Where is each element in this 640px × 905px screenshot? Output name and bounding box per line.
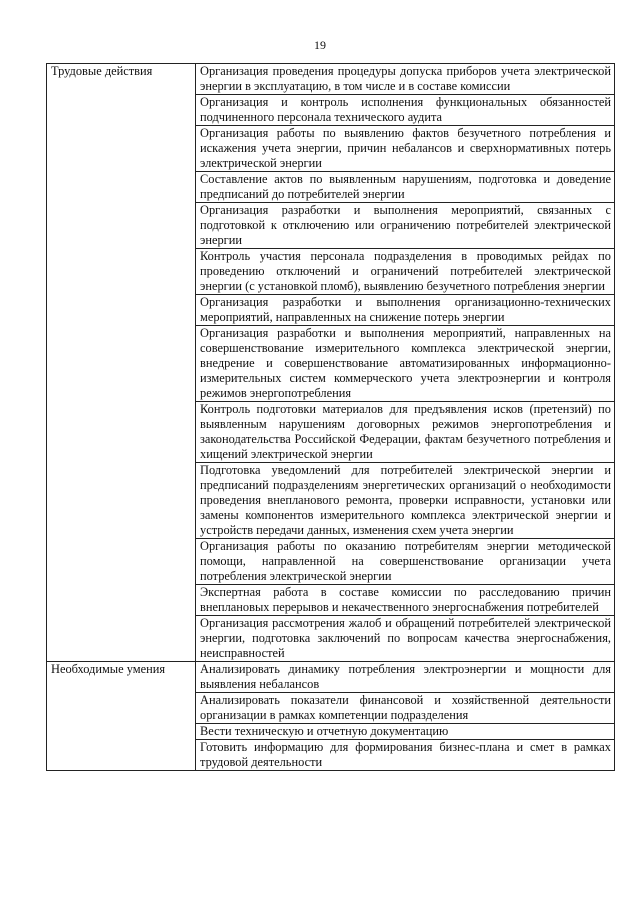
table-cell: Готовить информацию для формирования бизнес-плана и смет в рамках трудовой деятельности <box>196 740 615 771</box>
table-cell: Контроль участия персонала подразделения в проводимых рейдах по проведению отключений и ограничений потребителей электрической энергии (с установкой пломб), выявлению безучетного потребления энергии <box>196 249 615 295</box>
table-cell: Организация разработки и выполнения организационно-технических мероприятий, направленных на снижение потерь энергии <box>196 295 615 326</box>
table-cell: Организация и контроль исполнения функциональных обязанностей подчиненного персонала технического аудита <box>196 95 615 126</box>
page-number: 19 <box>314 38 326 52</box>
category-labor-actions: Трудовые действия <box>47 64 196 662</box>
table-row <box>47 662 615 693</box>
table-row <box>47 64 615 95</box>
table-cell: Контроль подготовки материалов для предъявления исков (претензий) по выявленным нарушениям договорных режимов энергопотребления и законодательства Российской Федерации, фактам безучетного потребления и хищений электрической энергии <box>196 402 615 463</box>
table-cell: Экспертная работа в составе комиссии по расследованию причин внеплановых перерывов и некачественного энергоснабжения потребителей <box>196 585 615 616</box>
table-cell: Организация работы по оказанию потребителям энергии методической помощи, направленной на совершенствование организации учета потребления электрической энергии <box>196 539 615 585</box>
requirements-table <box>46 63 615 771</box>
table-cell: Организация рассмотрения жалоб и обращений потребителей электрической энергии, подготовка заключений по вопросам качества энергоснабжения, неисправностей <box>196 616 615 662</box>
table-cell: Подготовка уведомлений для потребителей электрической энергии и предписаний подразделениям энергетических организаций о необходимости проведения внепланового ремонта, проверки исправности, установки или замены компонентов измерительного комплекса электрической энергии и устройств передачи данных, изменения схем учета энергии <box>196 463 615 539</box>
table-cell: Анализировать показатели финансовой и хозяйственной деятельности организации в рамках компетенции подразделения <box>196 693 615 724</box>
table-cell: Вести техническую и отчетную документацию <box>196 724 615 740</box>
category-required-skills: Необходимые умения <box>47 662 196 771</box>
table-cell: Анализировать динамику потребления электроэнергии и мощности для выявления небалансов <box>196 662 615 693</box>
table-cell: Организация проведения процедуры допуска приборов учета электрической энергии в эксплуатацию, в том числе и в составе комиссии <box>196 64 615 95</box>
table-cell: Организация разработки и выполнения мероприятий, связанных с подготовкой к отключению или ограничению потребителей электрической энергии <box>196 203 615 249</box>
table-cell: Составление актов по выявленным нарушениям, подготовка и доведение предписаний до потребителей энергии <box>196 172 615 203</box>
table-cell: Организация разработки и выполнения мероприятий, направленных на совершенствование измерительного комплекса электрической энергии, внедрение и совершенствование автоматизированных информационно-измерительных систем коммерческого учета электроэнергии и контроля режимов энергопотребления <box>196 326 615 402</box>
table-cell: Организация работы по выявлению фактов безучетного потребления и искажения учета энергии, причин небалансов и сверхнормативных потерь электрической энергии <box>196 126 615 172</box>
